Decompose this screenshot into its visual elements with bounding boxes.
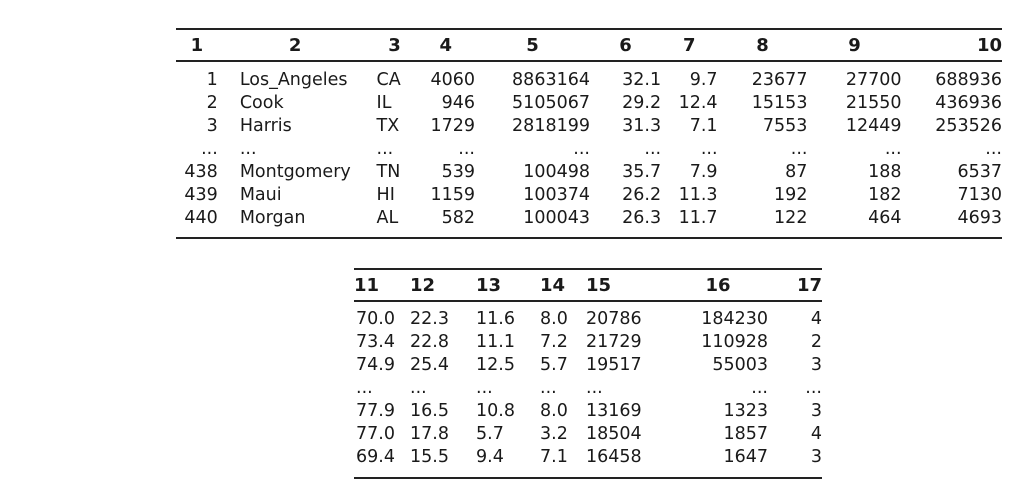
table-cell: ...: [201, 139, 218, 159]
table-cell: 182: [868, 185, 902, 205]
table-cell: ...: [476, 378, 493, 398]
column-header: 8: [756, 34, 769, 56]
table-cell: 19517: [586, 355, 642, 375]
table-row: [354, 331, 822, 354]
table-cell: 440: [184, 208, 218, 228]
table-cell: 12.5: [476, 355, 515, 375]
table-cell: ...: [700, 139, 718, 159]
header-row: [354, 269, 822, 301]
table-cell: 32.1: [622, 70, 662, 90]
table-cell: 17.8: [410, 424, 449, 444]
table-cell: 1: [206, 70, 218, 90]
table-cell: 13169: [586, 401, 642, 421]
table-cell: 29.2: [622, 93, 662, 113]
table-cell: 16458: [586, 447, 642, 467]
table-cell: IL: [376, 93, 392, 113]
table-cell: Harris: [239, 116, 292, 136]
table-row: [176, 161, 1002, 184]
table-cell: ...: [644, 139, 662, 159]
table-row: [354, 354, 822, 377]
table-cell: 5105067: [512, 93, 590, 113]
column-header: 1: [190, 34, 204, 56]
table-cell: ...: [410, 378, 427, 398]
table-cell: 11.7: [678, 208, 718, 228]
table-cell: ...: [356, 378, 373, 398]
column-header: 2: [288, 34, 302, 56]
table-cell: 11.3: [678, 185, 718, 205]
table-cell: Cook: [239, 93, 284, 113]
table-cell: 6537: [957, 162, 1002, 182]
table-cell: 1323: [723, 401, 768, 421]
table-cell: ...: [586, 378, 603, 398]
table-cell: 16.5: [410, 401, 449, 421]
table-row: [176, 92, 1002, 115]
table-cell: 253526: [935, 116, 1002, 136]
table-cell: 946: [441, 93, 475, 113]
table-cell: 22.3: [410, 309, 449, 329]
table-cell: 8863164: [512, 70, 590, 90]
table-cell: HI: [376, 185, 395, 205]
column-header: 11: [354, 274, 380, 296]
table-cell: 77.9: [356, 401, 395, 421]
table-cell: 122: [774, 208, 808, 228]
table-row: [354, 446, 822, 478]
table-cell: Montgomery: [239, 162, 351, 182]
table-cell: 4: [810, 424, 822, 444]
table-cell: 77.0: [356, 424, 395, 444]
table-cell: 2: [206, 93, 218, 113]
table-cell: ...: [458, 139, 475, 159]
table-cell: 23677: [751, 70, 808, 90]
table-cell: 582: [441, 208, 475, 228]
table-cell: CA: [376, 70, 401, 90]
table-cell: 3: [810, 355, 822, 375]
table-cell: 35.7: [622, 162, 662, 182]
table-cell: 31.3: [622, 116, 662, 136]
table-cell: 21729: [586, 332, 642, 352]
table-cell: 439: [184, 185, 218, 205]
table-cell: ...: [884, 139, 902, 159]
table-cell: 4: [810, 309, 822, 329]
table-cell: 3.2: [540, 424, 568, 444]
table-cell: ...: [540, 378, 557, 398]
column-header: 14: [540, 274, 566, 296]
table-cell: 188: [868, 162, 902, 182]
table-cell: 5.7: [540, 355, 568, 375]
table-cell: 688936: [935, 70, 1002, 90]
table-cell: 438: [184, 162, 218, 182]
table-cell: 7553: [762, 116, 808, 136]
table-cell: ...: [985, 139, 1002, 159]
table-cell: 8.0: [540, 401, 568, 421]
table-cell: Los_Angeles: [239, 70, 348, 90]
table-cell: 100498: [523, 162, 590, 182]
table-cell: 100043: [523, 208, 590, 228]
table-row: [176, 138, 1002, 161]
table-cell: 8.0: [540, 309, 568, 329]
table-cell: ...: [573, 139, 590, 159]
table-cell: 7.1: [689, 116, 718, 136]
table-cell: 100374: [523, 185, 590, 205]
table-cell: 3: [206, 116, 218, 136]
table-row: [176, 207, 1002, 238]
table-cell: 1729: [430, 116, 475, 136]
table-row: [354, 423, 822, 446]
column-header: 4: [439, 34, 452, 56]
bottom-rule: [176, 238, 1002, 239]
table-cell: 74.9: [356, 355, 395, 375]
table-row: [354, 400, 822, 423]
table-cell: 2818199: [512, 116, 590, 136]
column-header: 7: [683, 34, 696, 56]
column-header: 3: [388, 34, 401, 56]
table-cell: 25.4: [410, 355, 449, 375]
table-cell: Morgan: [239, 208, 306, 228]
table-cell: 22.8: [410, 332, 449, 352]
table-cell: 12.4: [678, 93, 718, 113]
table-cell: 11.1: [476, 332, 515, 352]
table-cell: 7130: [957, 185, 1002, 205]
table-cell: 69.4: [356, 447, 395, 467]
table-cell: 27700: [845, 70, 902, 90]
data-table-top: [176, 28, 1002, 239]
column-header: 6: [619, 34, 632, 56]
table-cell: 184230: [701, 309, 768, 329]
table-cell: 9.7: [689, 70, 718, 90]
column-header: 17: [796, 274, 822, 296]
table-cell: 3: [810, 401, 822, 421]
table-cell: 7.1: [540, 447, 568, 467]
table-row: [176, 184, 1002, 207]
table-cell: 2: [810, 332, 822, 352]
table-row: [176, 61, 1002, 92]
table-cell: 87: [785, 162, 808, 182]
table-cell: 464: [868, 208, 902, 228]
bottom-rule: [354, 478, 822, 479]
table-cell: 110928: [701, 332, 768, 352]
column-header: 9: [848, 34, 861, 56]
column-header: 5: [526, 34, 539, 56]
table-cell: 18504: [586, 424, 642, 444]
table-cell: ...: [805, 378, 822, 398]
table-cell: 10.8: [476, 401, 515, 421]
table-row: [176, 115, 1002, 138]
table-cell: ...: [790, 139, 808, 159]
table-cell: 4693: [957, 208, 1002, 228]
table-cell: 9.4: [476, 447, 504, 467]
table-cell: 1857: [723, 424, 768, 444]
table-cell: 4060: [430, 70, 475, 90]
column-header: 16: [705, 274, 731, 296]
column-header: 10: [976, 34, 1002, 56]
table-cell: 1647: [723, 447, 768, 467]
table-cell: ...: [376, 139, 394, 159]
column-header: 13: [476, 274, 502, 296]
table-cell: 55003: [712, 355, 768, 375]
table-cell: 73.4: [356, 332, 395, 352]
data-table-bottom: [354, 268, 822, 479]
table-cell: 15153: [751, 93, 808, 113]
table-cell: 15.5: [410, 447, 449, 467]
table-cell: ...: [239, 139, 257, 159]
table-cell: 70.0: [356, 309, 395, 329]
table-cell: 5.7: [476, 424, 504, 444]
table-cell: 539: [441, 162, 475, 182]
table-cell: 7.9: [689, 162, 718, 182]
column-header: 15: [586, 274, 612, 296]
table-cell: 436936: [935, 93, 1002, 113]
table-cell: 1159: [430, 185, 475, 205]
table-cell: TX: [376, 116, 400, 136]
table-row: [354, 377, 822, 400]
table-cell: 26.3: [622, 208, 662, 228]
table-cell: ...: [751, 378, 768, 398]
table-cell: 3: [810, 447, 822, 467]
table-cell: 7.2: [540, 332, 568, 352]
table-cell: AL: [376, 208, 399, 228]
table-cell: 11.6: [476, 309, 515, 329]
table-cell: 20786: [586, 309, 642, 329]
header-row: [176, 29, 1002, 61]
table-cell: 21550: [845, 93, 902, 113]
table-row: [354, 301, 822, 331]
table-cell: 192: [774, 185, 808, 205]
table-cell: 26.2: [622, 185, 662, 205]
table-cell: Maui: [239, 185, 282, 205]
table-cell: 12449: [845, 116, 902, 136]
column-header: 12: [410, 274, 436, 296]
table-cell: TN: [376, 162, 401, 182]
